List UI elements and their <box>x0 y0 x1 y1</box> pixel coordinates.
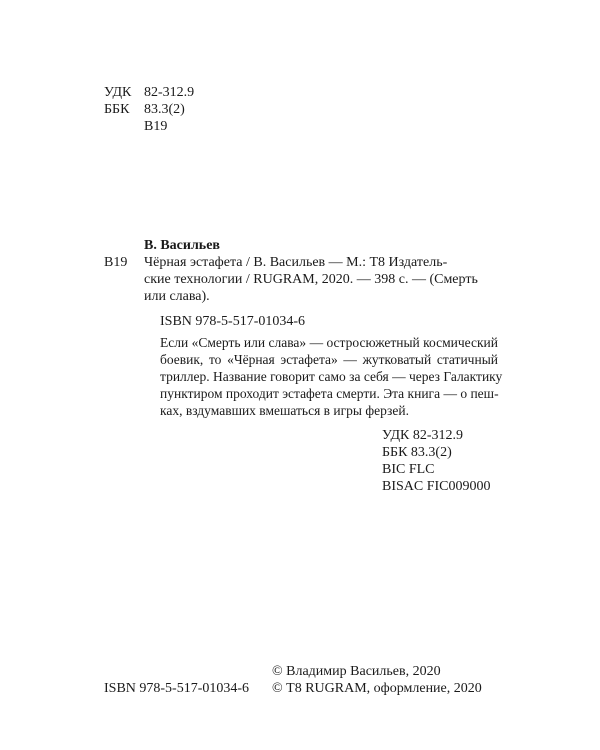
annotation-line: триллер. Название говорит само за себя — через Галактику <box>160 369 503 384</box>
udk-label: УДК <box>104 85 132 100</box>
catalog-description-line-3: или слава). <box>144 289 210 304</box>
udk-line <box>104 84 194 101</box>
bbk-label: ББК <box>104 102 130 117</box>
catalog-description-line-2: ские технологии / RUGRAM, 2020. — 398 с. — (Смерть <box>144 272 478 287</box>
author-heading: В. Васильев <box>144 238 220 253</box>
annotation-line: пунктиром проходит эстафета смерти. Эта книга — о пеш- <box>160 386 499 401</box>
bbk-value: 83.3(2) <box>144 102 185 117</box>
annotation-line: Если «Смерть или слава» — остросюжетный космический <box>160 335 498 350</box>
catalog-description-line-1: Чёрная эстафета / В. Васильев — М.: Т8 Издатель- <box>144 255 448 270</box>
copyright-author: © Владимир Васильев, 2020 <box>272 664 441 679</box>
catalog-isbn: ISBN 978-5-517-01034-6 <box>160 314 306 329</box>
codes-bic: BIC FLC <box>382 462 435 477</box>
annotation-line: ках, вздумавших вмешаться в игры ферзей. <box>160 403 409 418</box>
codes-bbk: ББК 83.3(2) <box>382 445 452 460</box>
annotation-line: боевик, то «Чёрная эстафета» — жутковатый статичный <box>160 352 498 367</box>
top-author-mark: В19 <box>144 119 168 134</box>
catalog-author-mark: В19 <box>104 255 128 270</box>
footer-isbn: ISBN 978-5-517-01034-6 <box>104 681 250 696</box>
codes-bisac: BISAC FIC009000 <box>382 479 491 494</box>
codes-udk: УДК 82-312.9 <box>382 428 464 443</box>
udk-value: 82-312.9 <box>144 85 195 100</box>
bbk-line <box>104 101 185 118</box>
annotation <box>160 334 503 419</box>
copyright-design: © Т8 RUGRAM, оформление, 2020 <box>272 681 482 696</box>
